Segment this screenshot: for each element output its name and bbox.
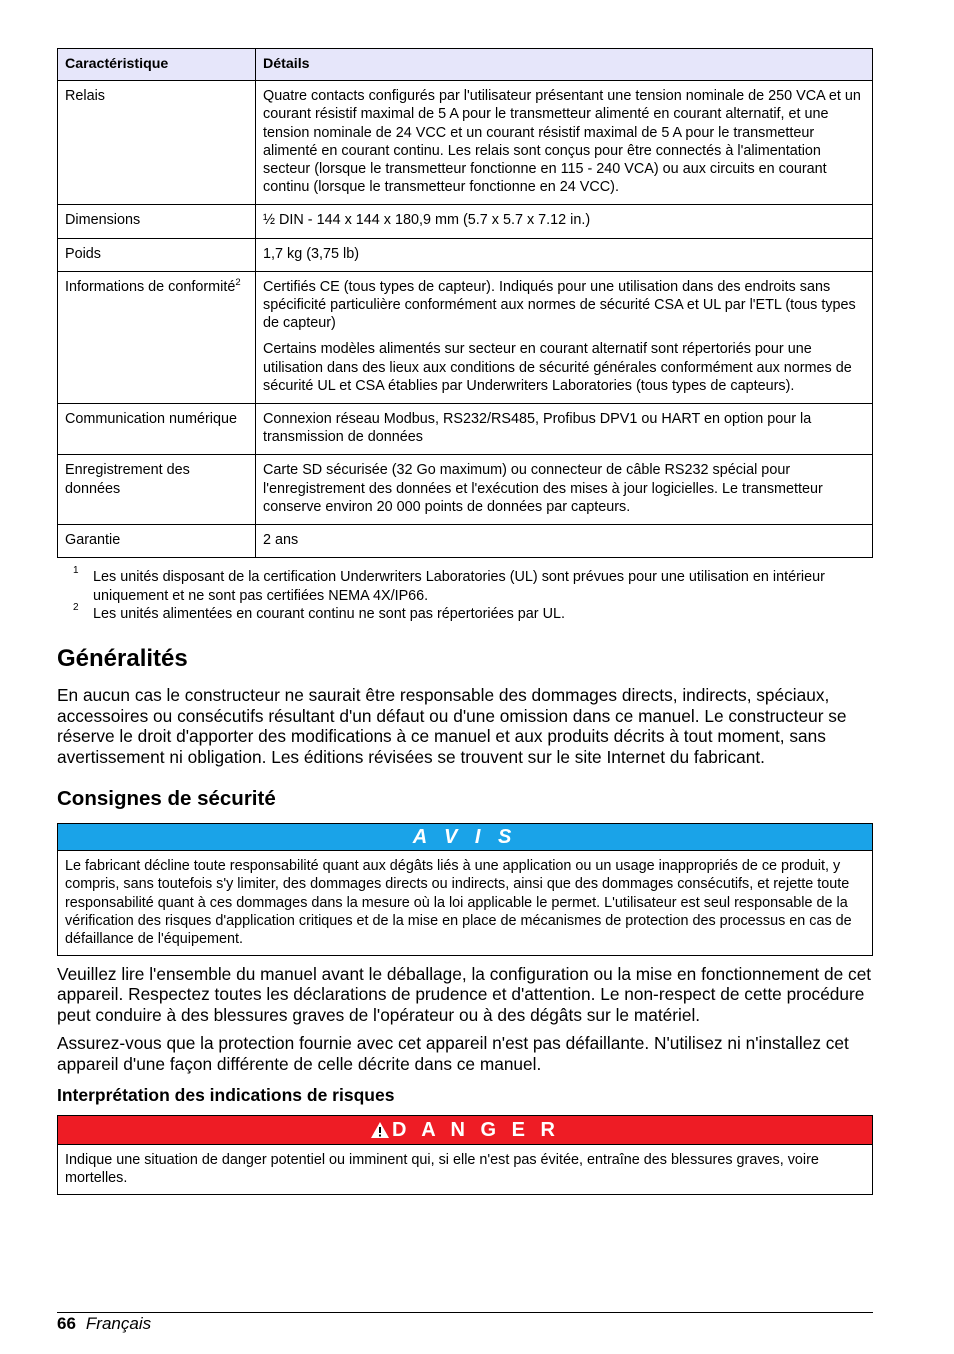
section-title-hazard: Interprétation des indications de risques xyxy=(57,1085,395,1106)
page-content xyxy=(57,48,873,1195)
warning-triangle-icon xyxy=(370,1119,390,1147)
spec-table xyxy=(57,48,873,558)
row-label xyxy=(58,271,256,403)
footnote-text: Les unités alimentées en courant continu ne sont pas répertoriées par UL. xyxy=(93,605,565,622)
footnote-number: 1 xyxy=(73,565,79,577)
row-label: Communication numérique xyxy=(58,404,256,455)
page-number: 66 xyxy=(57,1314,76,1333)
table-row xyxy=(58,205,873,238)
row-label: Poids xyxy=(58,238,256,271)
row-label: Garantie xyxy=(58,525,256,558)
footer-language: Français xyxy=(85,1314,152,1333)
table-row xyxy=(58,81,873,205)
table-row xyxy=(58,404,873,455)
table-row xyxy=(58,271,873,403)
section-title-general: Généralités xyxy=(57,645,188,673)
table-row xyxy=(58,525,873,558)
row-details xyxy=(256,205,873,238)
row-label: Dimensions xyxy=(58,205,256,238)
page-footer xyxy=(57,1312,873,1334)
detail-text: 2 ans xyxy=(263,532,299,549)
general-paragraph: En aucun cas le constructeur ne saurait être responsable des dommages directs, indirects, spéciaux, accessoires ou consécutifs résultant d'un défaut ou d'une omission dans ce manuel. Le constructeur se réserve le droit d'apporter des modifications à ce manuel et aux produits décrits à tout moment, sans avertissement ni obligation. Les éditions révisées se trouvent sur le site Internet du fabricant. xyxy=(57,685,847,767)
notice-text: Le fabricant décline toute responsabilité quant aux dégâts liés à une application ou un usage inappropriés de ce produit, y compris, sans toutefois s'y limiter, des dommages directs ou indirects, ainsi que des dommages consécutifs, et rejette toute responsabilité quant à ces dommages dans la mesure où la loi applicable le permet. L'utilisateur est seul responsable de la vérification des risques d'application critiques et de la mise en place de mécanismes de protection des processus en cas de défaillance de l'équipement. xyxy=(65,858,852,948)
table-header-row xyxy=(58,49,873,81)
detail-text: Carte SD sécurisée (32 Go maximum) ou connecteur de câble RS232 spécial pour l'enregistrement des données et l'exécution des mises à jour logicielles. Le transmetteur conserve environ 20 000 points de données par capteurs. xyxy=(263,462,823,515)
row-label: Enregistrement des données xyxy=(58,455,256,525)
row-details xyxy=(256,404,873,455)
detail-text: 1,7 kg (3,75 lb) xyxy=(263,245,359,262)
detail-text: Certifiés CE (tous types de capteur). Indiqués pour une utilisation dans des endroits sans spécificité particulière conformément aux normes de sécurité CSA et UL par l'ETL (tous types de capteur) xyxy=(263,278,856,332)
column-header: Détails xyxy=(256,49,873,81)
row-details xyxy=(256,455,873,525)
row-label: Relais xyxy=(58,81,256,205)
section-title-safety: Consignes de sécurité xyxy=(57,787,276,811)
safety-paragraph: Veuillez lire l'ensemble du manuel avant le déballage, la configuration ou la mise en fonctionnement de cet appareil. Respectez toutes les déclarations de prudence et d'attention. Le non-respect de cette procédure peut conduire à des blessures graves de l'opérateur ou à des dégâts sur le matériel. xyxy=(57,963,872,1025)
detail-text: ½ DIN - 144 x 144 x 180,9 mm (5.7 x 5.7 x 7.12 in.) xyxy=(263,212,591,229)
row-details xyxy=(256,271,873,403)
detail-text: Certains modèles alimentés sur secteur en courant alternatif sont répertoriés pour une utilisation dans des lieux aux conditions de sécurité générales conformément aux normes de sécurité UL et CSA établies par Underwriters Laboratories (tous types de capteurs). xyxy=(263,341,852,394)
table-row xyxy=(58,455,873,525)
footnotes xyxy=(57,565,873,623)
table-row xyxy=(58,238,873,271)
notice-label: A V I S xyxy=(58,824,872,851)
footnote-text: Les unités disposant de la certification Underwriters Laboratories (UL) sont prévues pour une utilisation en intérieur uniquement et ne sont pas certifiées NEMA 4X/IP66. xyxy=(93,569,825,604)
row-details xyxy=(256,81,873,205)
label-text: Informations de conformité xyxy=(65,278,236,295)
danger-header xyxy=(58,1116,872,1145)
column-header: Caractéristique xyxy=(58,49,256,81)
danger-text: Indique une situation de danger potentiel ou imminent qui, si elle n'est pas évitée, entraîne des blessures graves, voire mortelles. xyxy=(65,1152,819,1187)
danger-box xyxy=(57,1115,873,1195)
notice-box xyxy=(57,823,873,955)
footnote-number: 2 xyxy=(73,601,79,613)
detail-text: Connexion réseau Modbus, RS232/RS485, Profibus DPV1 ou HART en option pour la transmission de données xyxy=(263,411,812,446)
footnote-ref: 2 xyxy=(235,277,241,289)
row-details xyxy=(256,525,873,558)
detail-text: Quatre contacts configurés par l'utilisateur présentant une tension nominale de 250 VCA et un courant résistif maximal de 5 A pour le transmetteur alimenté en courant alternatif, et une tension nominale de 24 VCC et un courant résistif maximal de 5 A pour le transmetteur alimenté en courant continu. Les relais sont conçus pour être connectés à l'alimentation secteur (lorsque le transmetteur fonctionne en 115 - 240 VCA) ou aux circuits en courant continu (lorsque le transmetteur fonctionne en 24 VCC). xyxy=(263,88,861,196)
footnote xyxy=(57,601,873,623)
footnote xyxy=(57,565,873,605)
row-details xyxy=(256,238,873,271)
safety-paragraph: Assurez-vous que la protection fournie avec cet appareil n'est pas défaillante. N'utilisez ni n'installez cet appareil d'une façon différente de celle décrite dans ce manuel. xyxy=(57,1033,849,1074)
danger-label: D A N G E R xyxy=(392,1119,560,1142)
